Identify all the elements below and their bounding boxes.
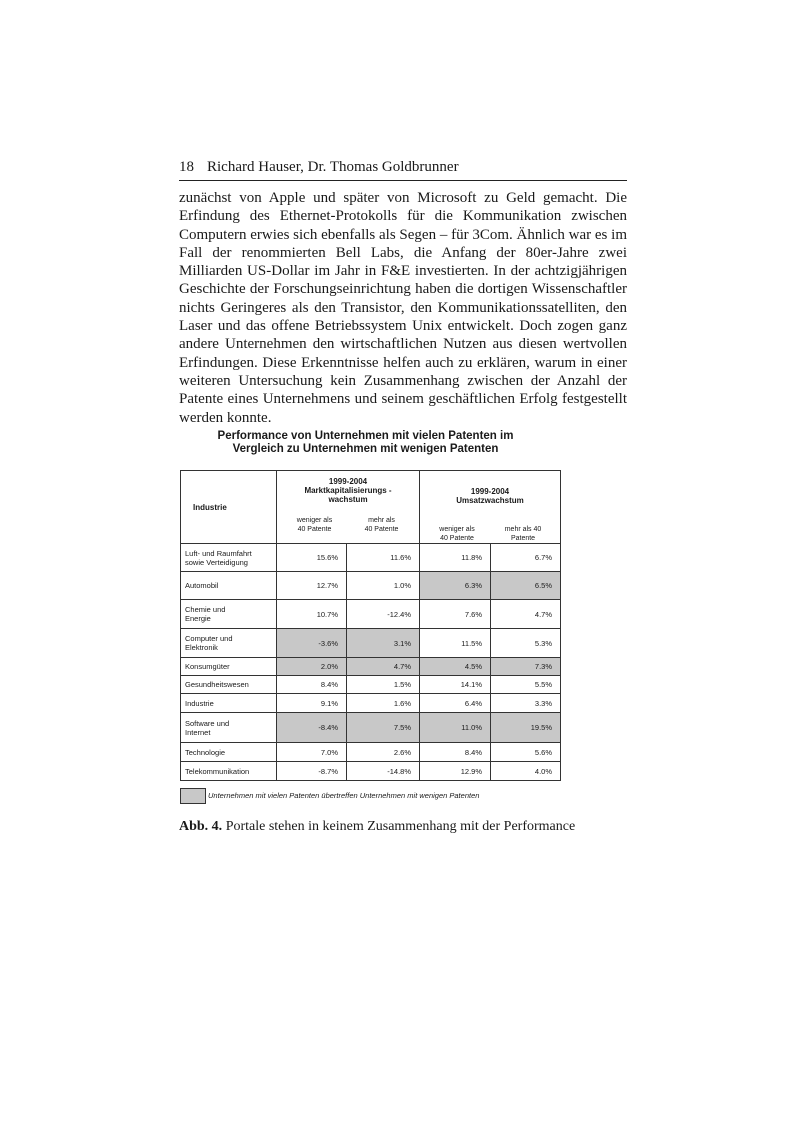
figure-title-line2: Vergleich zu Unternehmen mit wenigen Patenten — [232, 443, 499, 455]
column-group-revenue — [420, 471, 561, 544]
subheader2-few-patents — [424, 525, 490, 543]
table-row — [181, 713, 561, 743]
table-row — [181, 743, 561, 762]
industry-name-line1: Konsumgüter — [185, 662, 230, 671]
industry-name-line1: Computer und — [185, 634, 233, 643]
legend-text: Unternehmen mit vielen Patenten übertreffen Unternehmen mit wenigen Patenten — [208, 791, 480, 800]
value-cell: 1.0% — [347, 572, 420, 600]
value-cell: 5.6% — [491, 743, 561, 762]
value-cell: 19.5% — [491, 713, 561, 743]
value-cell: 7.6% — [420, 600, 491, 629]
page-number: 18 — [179, 159, 194, 175]
table-row — [181, 762, 561, 781]
industry-name-line1: Luft- und Raumfahrt — [185, 548, 252, 558]
group1-years: 1999-2004 — [328, 477, 368, 486]
table-row — [181, 600, 561, 629]
value-cell: 6.3% — [420, 572, 491, 600]
table-row — [181, 676, 561, 694]
value-cell: 11.5% — [420, 629, 491, 658]
column-group-market-cap — [277, 471, 420, 544]
header-authors: Richard Hauser, Dr. Thomas Goldbrunner — [207, 159, 459, 175]
value-cell: -12.4% — [347, 600, 420, 629]
figure-performance-table — [178, 430, 563, 815]
subheader2-few-line1: weniger als — [439, 526, 475, 533]
subheader2-few-line2: 40 Patente — [440, 535, 474, 542]
industry-name-line2: Internet — [185, 727, 211, 737]
industry-cell — [181, 658, 277, 676]
subheader-many-line2: 40 Patente — [364, 526, 399, 533]
performance-table — [180, 470, 561, 781]
industry-name-line1: Telekommunikation — [185, 766, 250, 776]
table-row — [181, 544, 561, 572]
industry-cell — [181, 713, 277, 743]
industry-name-line1: Technologie — [185, 747, 226, 757]
value-cell: 8.4% — [420, 743, 491, 762]
industry-name-line2: sowie Verteidigung — [185, 557, 248, 567]
value-cell: 3.1% — [347, 629, 420, 658]
subheader-many-patents — [348, 516, 415, 534]
group2-years: 1999-2004 — [470, 487, 510, 496]
value-cell: 12.9% — [420, 762, 491, 781]
figure-caption — [179, 819, 575, 835]
table-row — [181, 694, 561, 713]
subheader2-many-line1: mehr als 40 — [504, 526, 542, 533]
value-cell: 2.6% — [347, 743, 420, 762]
subheader-few-patents — [281, 516, 348, 534]
subheader-few-line1: weniger als — [296, 517, 333, 524]
value-cell: 12.7% — [277, 572, 347, 600]
value-cell: 4.0% — [491, 762, 561, 781]
subheader-few-line2: 40 Patente — [297, 526, 332, 533]
industry-cell — [181, 676, 277, 694]
industry-cell — [181, 544, 277, 572]
industry-cell — [181, 743, 277, 762]
value-cell: -3.6% — [277, 629, 347, 658]
value-cell: -14.8% — [347, 762, 420, 781]
industry-name-line1: Software und — [185, 718, 230, 728]
industry-cell — [181, 629, 277, 658]
legend-swatch — [180, 788, 206, 804]
group2-label1: Umsatzwachstum — [456, 496, 524, 505]
value-cell: 11.8% — [420, 544, 491, 572]
value-cell: -8.7% — [277, 762, 347, 781]
figure-title-line1: Performance von Unternehmen mit vielen Patenten im — [217, 430, 514, 442]
industry-name-line1: Automobil — [185, 581, 219, 590]
industry-cell — [181, 572, 277, 600]
industry-name-line2: Energie — [185, 614, 211, 623]
value-cell: 9.1% — [277, 694, 347, 713]
industry-cell — [181, 600, 277, 629]
table-row — [181, 572, 561, 600]
figure-legend — [180, 788, 565, 804]
value-cell: 11.6% — [347, 544, 420, 572]
value-cell: 6.7% — [491, 544, 561, 572]
subheader2-many-patents — [490, 525, 556, 543]
paragraph-text: zunächst von Apple und später von Microsoft zu Geld gemacht. Die Erfindung des Ethernet-Protokolls für die Kommunikation zwischen Computern erwies sich ebenfalls als Segen – für 3Com. Ähnlich war es im Fall der renommierten Bell Labs, die Anfang der 80er-Jahre zwei Milliarden US-Dollar im Jahr in F&E investierten. In der achtzigjährigen Geschichte der Forschungseinrichtung haben die dortigen Wissenschaftler nichts Geringeres als den Transistor, den Kommunikationssatelliten, den Laser und das offene Betriebssystem Unix entwickelt. Doch zogen ganz andere Unternehmen den wirtschaftlichen Nutzen aus diesen wertvollen Erfindungen. Diese Erkenntnisse helfen auch zu erklären, warum in einer weiteren Untersuchung kein Zusammenhang zwischen der Anzahl der Patente eines Unternehmens und seinem geschäftlichen Erfolg festgestellt werden konnte. — [179, 190, 627, 426]
figure-title — [168, 430, 563, 456]
value-cell: 7.5% — [347, 713, 420, 743]
table-row — [181, 658, 561, 676]
column-header-industry: Industrie — [181, 471, 277, 544]
industry-name-line1: Chemie und — [185, 605, 226, 614]
subheader2-many-line2: Patente — [510, 535, 536, 542]
industry-cell — [181, 762, 277, 781]
value-cell: 4.5% — [420, 658, 491, 676]
value-cell: 1.6% — [347, 694, 420, 713]
value-cell: 6.4% — [420, 694, 491, 713]
running-header — [179, 158, 627, 181]
value-cell: 6.5% — [491, 572, 561, 600]
value-cell: 14.1% — [420, 676, 491, 694]
value-cell: 10.7% — [277, 600, 347, 629]
body-paragraph — [179, 189, 627, 427]
value-cell: 4.7% — [491, 600, 561, 629]
caption-label: Abb. 4. — [179, 819, 223, 834]
caption-text: Portale stehen in keinem Zusammenhang mit der Performance — [222, 819, 576, 834]
subheader-many-line1: mehr als — [368, 517, 395, 524]
industry-name-line1: Industrie — [185, 698, 214, 708]
table-body — [181, 544, 561, 781]
industry-name-line2: Elektronik — [185, 643, 218, 652]
value-cell: 5.5% — [491, 676, 561, 694]
industry-name-line1: Gesundheitswesen — [185, 680, 249, 689]
value-cell: 2.0% — [277, 658, 347, 676]
industry-cell — [181, 694, 277, 713]
group1-label2: wachstum — [328, 495, 368, 504]
group1-label1: Marktkapitalisierungs - — [304, 486, 392, 495]
value-cell: 15.6% — [277, 544, 347, 572]
value-cell: 5.3% — [491, 629, 561, 658]
value-cell: 11.0% — [420, 713, 491, 743]
table-header-row — [181, 471, 561, 544]
value-cell: 3.3% — [491, 694, 561, 713]
value-cell: 8.4% — [277, 676, 347, 694]
value-cell: 4.7% — [347, 658, 420, 676]
value-cell: 1.5% — [347, 676, 420, 694]
value-cell: -8.4% — [277, 713, 347, 743]
value-cell: 7.0% — [277, 743, 347, 762]
value-cell: 7.3% — [491, 658, 561, 676]
table-row — [181, 629, 561, 658]
